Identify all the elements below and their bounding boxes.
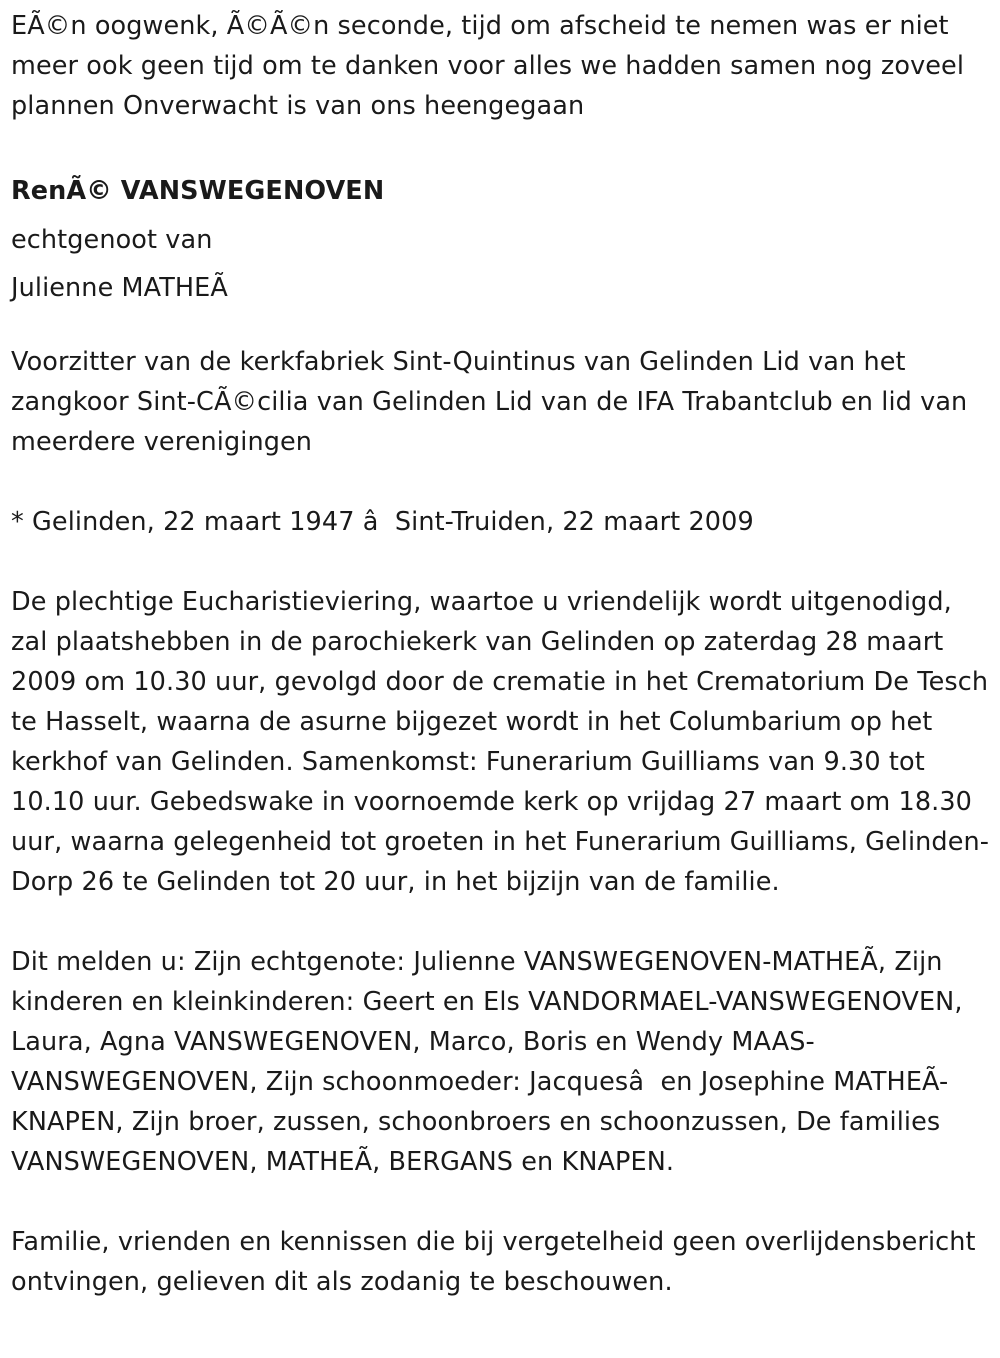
deceased-name: RenÃ© VANSWEGENOVEN: [11, 176, 385, 206]
functions-paragraph: Voorzitter van de kerkfabriek Sint-Quintinus van Gelinden Lid van het zangkoor Sint-CÃ©cilia van Gelinden Lid van de IFA Trabantclub en lid van meerdere verenigingen: [11, 347, 976, 457]
ceremony-paragraph: De plechtige Eucharistieviering, waartoe u vriendelijk wordt uitgenodigd, zal plaatshebben in de parochiekerk van Gelinden op zaterdag 28 maart 2009 om 10.30 uur, gevolgd door de crematie in het Crematorium De Tesch te Hasselt, waarna de asurne bijgezet wordt in het Columbarium op het kerkhof van Gelinden. Samenkomst: Funerarium Guilliams van 9.30 tot 10.10 uur. Gebedswake in voornoemde kerk op vrijdag 27 maart om 18.30 uur, waarna gelegenheid tot groeten in het Funerarium Guilliams, Gelinden-Dorp 26 te Gelinden tot 20 uur, in het bijzijn van de familie.: [11, 587, 997, 897]
intro-paragraph: EÃ©n oogwenk, Ã©Ã©n seconde, tijd om afscheid te nemen was er niet meer ook geen tijd om te danken voor alles we hadden samen nog zoveel plannen Onverwacht is van ons heengegaan: [11, 11, 973, 121]
announcers-paragraph: Dit melden u: Zijn echtgenote: Julienne VANSWEGENOVEN-MATHEÃ, Zijn kinderen en kleinkinderen: Geert en Els VANDORMAEL-VANSWEGENOVEN, Laura, Agna VANSWEGENOVEN, Marco, Boris en Wendy MAAS-VANSWEGENOVEN, Zijn schoonmoeder: Jacquesâ en Josephine MATHEÃ-KNAPEN, Zijn broer, zussen, schoonbroers en schoonzussen, De families VANSWEGENOVEN, MATHEÃ, BERGANS en KNAPEN.: [11, 947, 971, 1177]
spouse-name: Julienne MATHEÃ: [11, 273, 228, 303]
obituary-notice: [11, 6, 997, 1302]
relation-label: echtgenoot van: [11, 225, 213, 255]
closing-paragraph: Familie, vrienden en kennissen die bij vergetelheid geen overlijdensbericht ontvingen, gelieven dit als zodanig te beschouwen.: [11, 1227, 984, 1297]
dates-line: * Gelinden, 22 maart 1947 â Sint-Truiden, 22 maart 2009: [11, 507, 754, 537]
